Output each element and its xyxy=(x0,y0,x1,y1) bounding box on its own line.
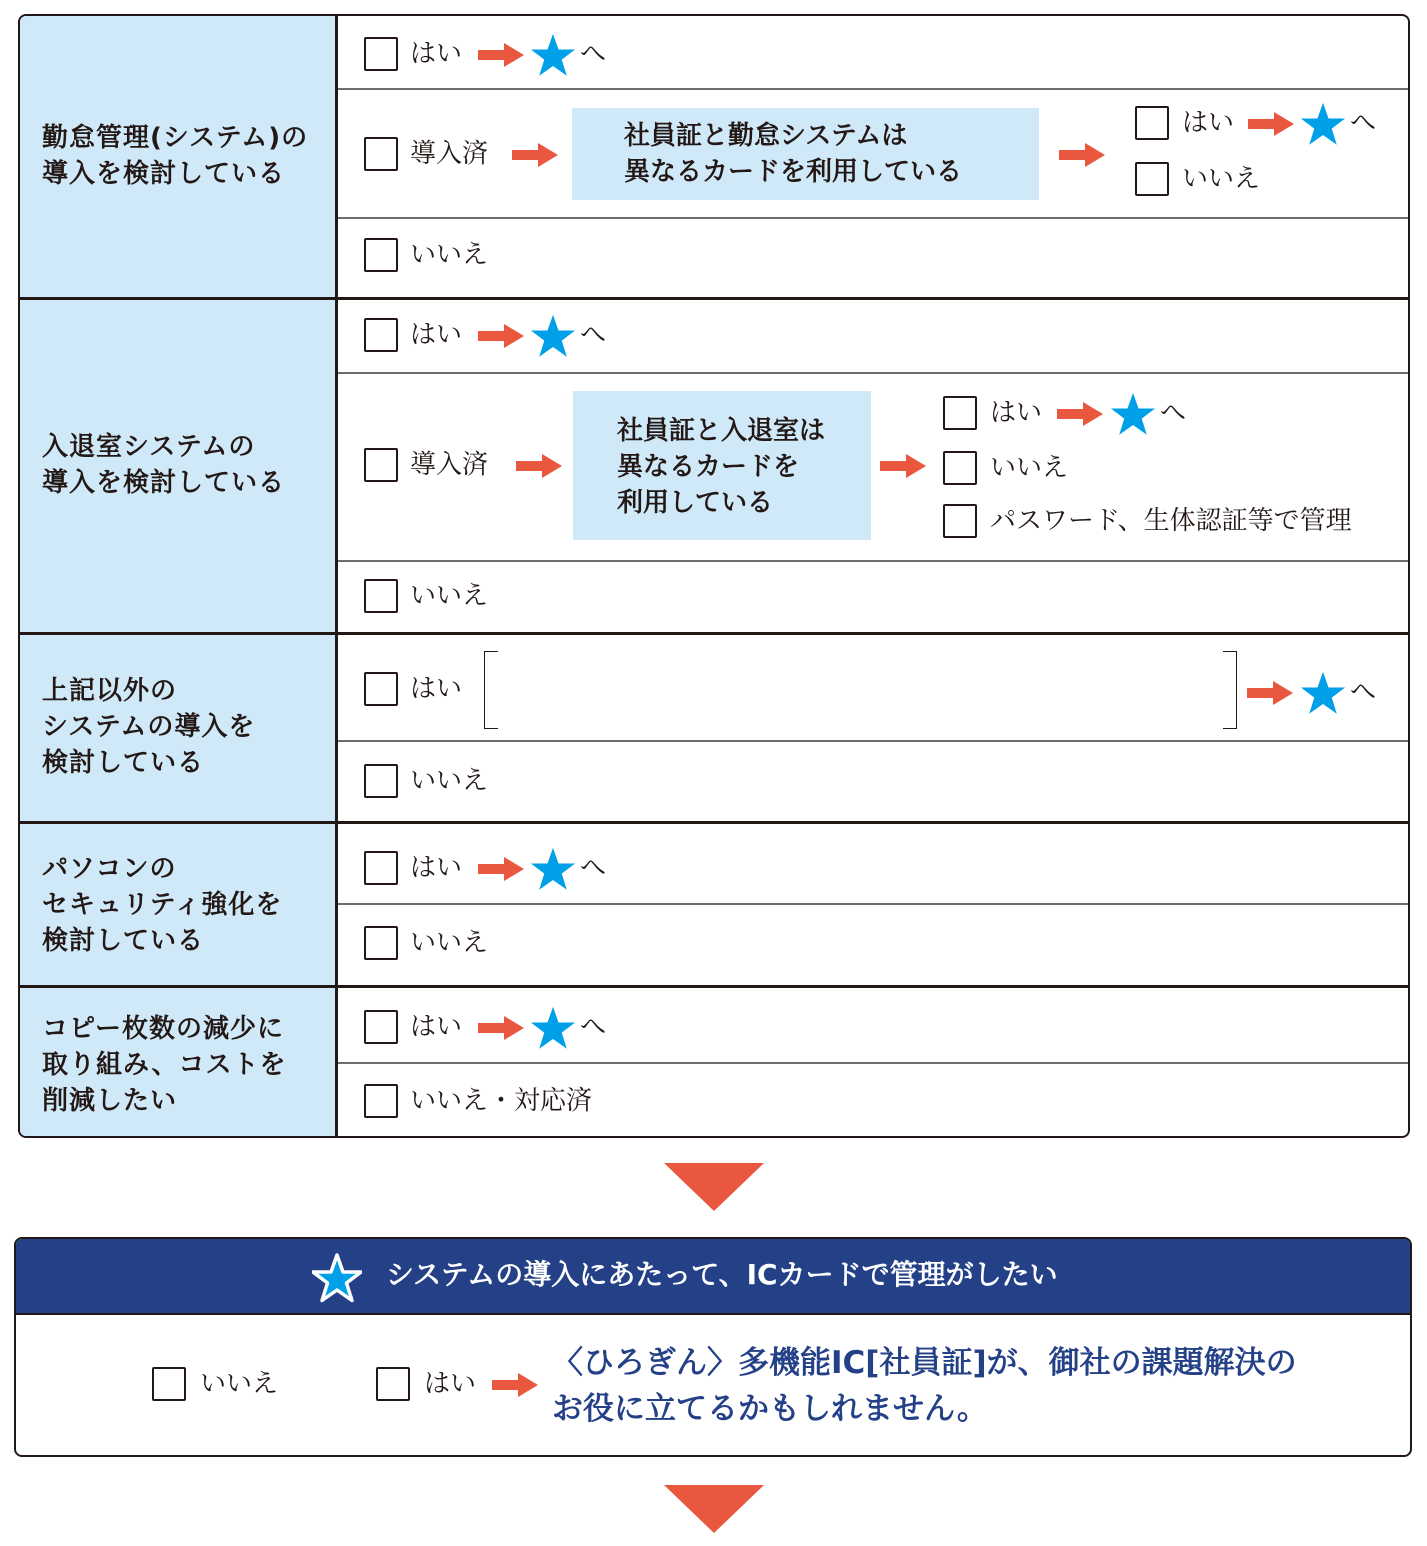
to-star-label: へ xyxy=(1350,108,1377,138)
question-label-line: 検討している xyxy=(42,926,205,956)
no-checkbox[interactable] xyxy=(364,764,398,798)
row-divider xyxy=(338,372,1410,374)
yes-checkbox[interactable] xyxy=(364,672,398,706)
summary-box xyxy=(14,1237,1412,1457)
sub-yes-checkbox[interactable] xyxy=(1135,106,1169,140)
star-icon xyxy=(530,1005,576,1051)
question-label-line: 入退室システムの xyxy=(42,432,256,462)
right-arrow-icon xyxy=(880,454,926,478)
question-label xyxy=(42,120,308,192)
questionnaire-table xyxy=(18,14,1410,1138)
installed-label: 導入済 xyxy=(410,450,489,480)
yes-checkbox[interactable] xyxy=(364,851,398,885)
no-label: いいえ・対応済 xyxy=(410,1086,593,1116)
row-divider xyxy=(338,740,1410,742)
summary-yes-checkbox[interactable] xyxy=(376,1367,410,1401)
row-divider xyxy=(338,88,1410,90)
star-icon xyxy=(530,313,576,359)
note-line: 利用している xyxy=(617,488,774,518)
message-line: お役に立てるかもしれません。 xyxy=(552,1391,988,1427)
note-line: 異なるカードを利用している xyxy=(624,157,963,187)
question-label-line: 導入を検討している xyxy=(42,468,286,498)
yes-label: はい xyxy=(410,320,463,350)
note-line: 社員証と勤怠システムは xyxy=(624,121,908,151)
other-system-input[interactable] xyxy=(500,656,1230,724)
question-label-line: 導入を検討している xyxy=(42,159,286,189)
summary-header xyxy=(16,1239,1410,1315)
message-line: 〈ひろぎん〉多機能IC[社員証]が、御社の課題解決の xyxy=(552,1345,1297,1381)
to-star-label: へ xyxy=(1160,398,1187,428)
no-checkbox[interactable] xyxy=(364,238,398,272)
summary-no-label: いいえ xyxy=(200,1369,279,1399)
no-label: いいえ xyxy=(410,581,489,611)
sub-other-label: パスワード、生体認証等で管理 xyxy=(990,506,1352,536)
yes-label: はい xyxy=(410,853,463,883)
right-arrow-icon xyxy=(478,1016,524,1040)
question-label-line: システムの導入を xyxy=(42,712,256,742)
question-cell xyxy=(20,16,336,297)
sub-other-checkbox[interactable] xyxy=(943,504,977,538)
no-label: いいえ xyxy=(410,928,489,958)
result-message xyxy=(552,1340,1297,1432)
question-cell xyxy=(20,823,336,985)
sub-yes-label: はい xyxy=(1182,108,1235,138)
yes-label: はい xyxy=(410,1012,463,1042)
question-label-line: 取り組み、コストを xyxy=(42,1050,287,1080)
sub-no-label: いいえ xyxy=(990,453,1069,483)
right-arrow-icon xyxy=(1059,143,1105,167)
condition-note xyxy=(572,108,1039,200)
installed-label: 導入済 xyxy=(410,139,489,169)
star-icon xyxy=(1110,391,1156,437)
to-star-label: へ xyxy=(580,853,607,883)
question-divider xyxy=(20,821,1410,824)
to-star-label: へ xyxy=(580,320,607,350)
column-divider xyxy=(335,16,338,1138)
right-arrow-icon xyxy=(512,143,558,167)
summary-title: システムの導入にあたって、ICカードで管理がしたい xyxy=(386,1258,1058,1291)
question-divider xyxy=(20,297,1410,300)
right-arrow-icon xyxy=(478,857,524,881)
note-line: 異なるカードを xyxy=(617,452,800,482)
note-line: 社員証と入退室は xyxy=(617,416,826,446)
no-checkbox[interactable] xyxy=(364,579,398,613)
bracket-left xyxy=(484,651,498,729)
question-label-line: 上記以外の xyxy=(42,676,178,706)
sub-no-label: いいえ xyxy=(1182,164,1261,194)
row-divider xyxy=(338,1062,1410,1064)
to-star-label: へ xyxy=(580,39,607,69)
question-label xyxy=(42,851,282,959)
right-arrow-icon xyxy=(492,1373,538,1397)
question-divider xyxy=(20,632,1410,635)
down-triangle-icon xyxy=(664,1163,764,1211)
bracket-right xyxy=(1223,651,1237,729)
question-label xyxy=(42,429,285,501)
question-cell xyxy=(20,987,336,1138)
yes-label: はい xyxy=(410,39,463,69)
no-label: いいえ xyxy=(410,240,489,270)
summary-no-checkbox[interactable] xyxy=(152,1367,186,1401)
right-arrow-icon xyxy=(1247,681,1293,705)
yes-checkbox[interactable] xyxy=(364,318,398,352)
question-label-line: 勤怠管理(システム)の xyxy=(42,123,309,153)
to-star-label: へ xyxy=(1350,677,1377,707)
question-label-line: 検討している xyxy=(42,748,205,778)
yes-checkbox[interactable] xyxy=(364,37,398,71)
star-icon xyxy=(1300,670,1346,716)
installed-checkbox[interactable] xyxy=(364,137,398,171)
condition-note xyxy=(573,391,871,540)
installed-checkbox[interactable] xyxy=(364,448,398,482)
question-label-line: コピー枚数の減少に xyxy=(42,1014,284,1044)
star-icon xyxy=(530,32,576,78)
star-icon xyxy=(1300,101,1346,147)
yes-label: はい xyxy=(410,674,463,704)
right-arrow-icon xyxy=(516,454,562,478)
sub-no-checkbox[interactable] xyxy=(1135,162,1169,196)
no-checkbox[interactable] xyxy=(364,1084,398,1118)
question-label-line: パソコンの xyxy=(42,854,177,884)
question-label xyxy=(42,673,255,781)
row-divider xyxy=(338,903,1410,905)
question-label-line: 削減したい xyxy=(42,1086,178,1116)
no-label: いいえ xyxy=(410,766,489,796)
yes-checkbox[interactable] xyxy=(364,1010,398,1044)
right-arrow-icon xyxy=(478,43,524,67)
question-cell xyxy=(20,635,336,821)
to-star-label: へ xyxy=(580,1012,607,1042)
question-divider xyxy=(20,985,1410,988)
star-icon xyxy=(312,1253,362,1303)
summary-yes-label: はい xyxy=(424,1369,477,1399)
row-divider xyxy=(338,217,1410,219)
down-triangle-icon xyxy=(664,1485,764,1533)
question-label xyxy=(42,1011,287,1119)
row-divider xyxy=(338,560,1410,562)
sub-yes-checkbox[interactable] xyxy=(943,396,977,430)
sub-no-checkbox[interactable] xyxy=(943,451,977,485)
right-arrow-icon xyxy=(478,324,524,348)
sub-yes-label: はい xyxy=(990,398,1043,428)
right-arrow-icon xyxy=(1248,112,1294,136)
question-cell xyxy=(20,299,336,633)
right-arrow-icon xyxy=(1057,402,1103,426)
no-checkbox[interactable] xyxy=(364,926,398,960)
star-icon xyxy=(530,846,576,892)
question-label-line: セキュリティ強化を xyxy=(42,890,283,920)
